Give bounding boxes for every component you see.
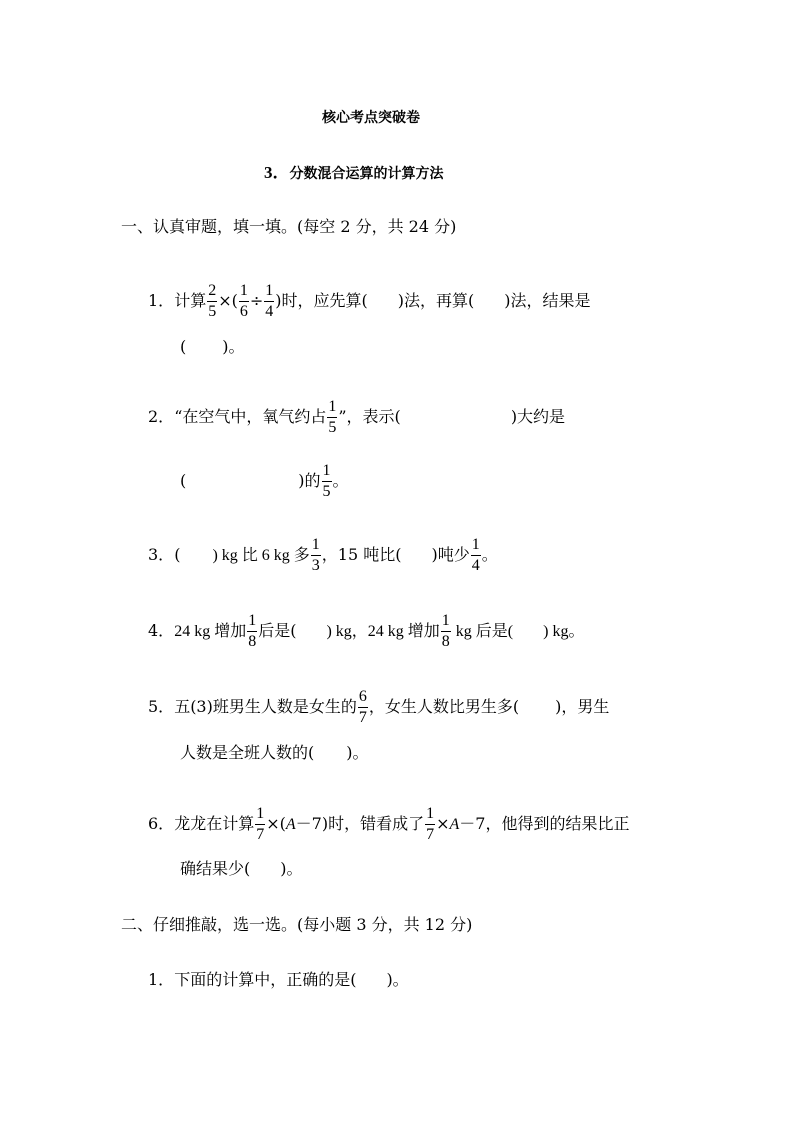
q1-text-6: )法，结果是 (504, 291, 591, 310)
q5-text-1: 五(3)班男生人数是女生的 (174, 697, 357, 716)
q6-f1-denominator: 7 (256, 826, 265, 843)
q1-text-2: ×( (218, 291, 238, 310)
q1-f2-denominator: 6 (239, 303, 248, 320)
q6-f2-denominator: 7 (426, 826, 435, 843)
q6-f1-numerator: 1 (255, 806, 265, 825)
q2-f1-denominator: 5 (328, 419, 337, 436)
q6-text-5: －7，他得到的结果比正 (459, 814, 630, 833)
question-1-line-2 (180, 337, 245, 357)
q1-text-3: ÷ (249, 291, 264, 310)
q1-f1-denominator: 5 (208, 303, 217, 320)
q4-number: 4． (148, 621, 175, 640)
question-1 (148, 283, 591, 320)
q4-f1-numerator: 1 (247, 613, 257, 632)
q6-variable-1: A (285, 816, 296, 833)
q1-f2-numerator: 1 (239, 283, 249, 302)
q6-f2-numerator: 1 (425, 806, 435, 825)
q2-fraction-1 (327, 399, 337, 436)
q3-f1-denominator: 3 (311, 557, 320, 574)
q5-line2-text: 人数是全班人数的( (180, 743, 315, 762)
q4-text-2: 后是( (258, 621, 297, 640)
q2-text-2: ”，表示( (338, 407, 401, 426)
q2-text-1: “在空气中，氧气约占 (174, 407, 327, 426)
q4-fraction-2 (441, 613, 451, 650)
question-3 (148, 537, 498, 574)
s2q1-text-2: )。 (386, 970, 409, 989)
q6-line2-text: 确结果少( (180, 859, 251, 878)
q6-text-3: －7)时，错看成了 (295, 814, 425, 833)
q3-fraction-2 (471, 537, 481, 574)
section-2-heading: 二、仔细推敲，选一选。(每小题 3 分，共 12 分) (121, 915, 473, 934)
q6-fraction-2 (425, 806, 435, 843)
q2-number: 2． (148, 407, 175, 426)
q3-text-4: )吨少 (431, 545, 470, 564)
q1-line2-close: )。 (222, 337, 245, 356)
q2-line2-open: ( (180, 471, 187, 490)
q1-fraction-3 (264, 283, 274, 320)
section-2-question-1 (148, 970, 409, 990)
q5-number: 5． (148, 697, 175, 716)
q4-f2-numerator: 1 (441, 613, 451, 632)
s2q1-text-1: 下面的计算中，正确的是( (174, 970, 357, 989)
q3-fraction-1 (311, 537, 321, 574)
q3-f2-numerator: 1 (471, 537, 481, 556)
q6-fraction-1 (255, 806, 265, 843)
q6-text-2: ×( (266, 814, 286, 833)
q1-f1-numerator: 2 (207, 283, 217, 302)
q3-text-1: ( (174, 545, 181, 564)
section-1-heading: 一、认真审题，填一填。(每空 2 分，共 24 分) (121, 217, 457, 236)
q3-text-5: 。 (481, 545, 498, 564)
q1-text-4: )时，应先算( (275, 291, 368, 310)
question-6-line-2 (180, 859, 303, 879)
question-5-line-2 (180, 743, 369, 763)
question-4 (148, 613, 584, 650)
q4-text-1: 24 kg 增加 (174, 623, 247, 640)
q1-fraction-2 (239, 283, 249, 320)
subtitle-number: 3． (264, 163, 290, 182)
q6-text-4: × (436, 814, 450, 833)
q5-fraction (358, 689, 368, 726)
q3-f1-numerator: 1 (311, 537, 321, 556)
q4-f2-denominator: 8 (441, 633, 450, 650)
section-subtitle (264, 163, 444, 184)
q3-f2-denominator: 4 (471, 557, 480, 574)
q3-text-2: ) kg 比 6 kg 多 (212, 547, 310, 564)
q3-text-3: ，15 吨比( (321, 545, 402, 564)
q5-text-2: ，女生人数比男生多( (368, 697, 520, 716)
s2q1-number: 1． (148, 970, 175, 989)
q4-text-3: ) kg，24 kg 增加 (326, 623, 440, 640)
q4-text-4: kg 后是( (451, 623, 514, 640)
q3-number: 3． (148, 545, 175, 564)
question-5 (148, 689, 609, 726)
question-2 (148, 399, 565, 436)
q6-text-1: 龙龙在计算 (174, 814, 255, 833)
subtitle-text: 分数混合运算的计算方法 (289, 166, 444, 182)
q6-variable-2: A (449, 816, 460, 833)
q1-number: 1． (148, 291, 175, 310)
q5-denominator: 7 (358, 709, 367, 726)
q2-text-3: )大约是 (510, 407, 566, 426)
q2-line2-end: 。 (332, 471, 349, 490)
q2-f1-numerator: 1 (327, 399, 337, 418)
question-6 (148, 806, 629, 843)
q1-line2-open: ( (180, 337, 187, 356)
question-2-line-2 (180, 463, 349, 500)
q2-f2-numerator: 1 (322, 463, 332, 482)
q1-text-5: )法，再算( (397, 291, 475, 310)
q4-text-5: ) kg。 (543, 623, 585, 640)
q5-line2-close: )。 (346, 743, 369, 762)
q2-line2-text: )的 (298, 471, 321, 490)
q1-fraction-1 (207, 283, 217, 320)
q4-fraction-1 (247, 613, 257, 650)
q6-line2-close: )。 (280, 859, 303, 878)
q1-text-1: 计算 (174, 291, 207, 310)
q4-f1-denominator: 8 (248, 633, 257, 650)
q1-f3-numerator: 1 (264, 283, 274, 302)
q6-number: 6． (148, 814, 175, 833)
q5-text-3: )，男生 (555, 697, 610, 716)
q5-numerator: 6 (358, 689, 368, 708)
q2-f2-denominator: 5 (322, 483, 331, 500)
q2-fraction-2 (322, 463, 332, 500)
q1-f3-denominator: 4 (265, 303, 274, 320)
document-title: 核心考点突破卷 (322, 110, 420, 126)
